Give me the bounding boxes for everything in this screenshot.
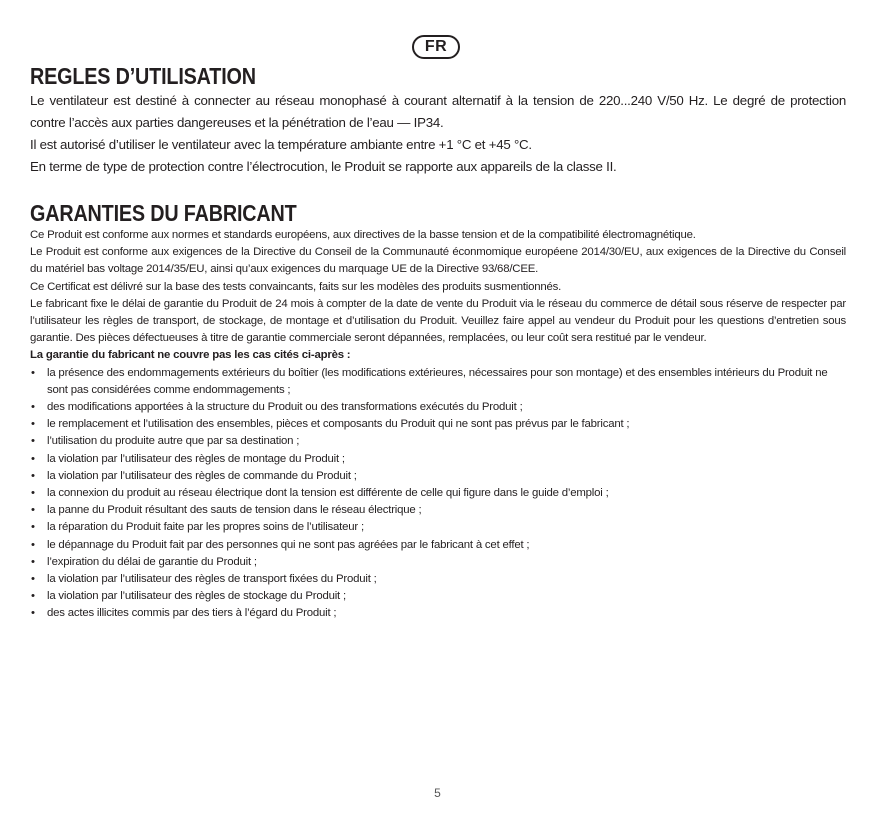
list-item: • l’expiration du délai de garantie du Produit ;: [30, 554, 846, 571]
manufacturer-warranty-body: [30, 227, 846, 623]
usage-rules-section: [30, 62, 846, 178]
list-item: • le remplacement et l’utilisation des ensembles, pièces et composants du Produit qui ne sont pas prévus par le fabricant ;: [30, 416, 846, 433]
list-item: • la connexion du produit au réseau électrique dont la tension est différente de celle qui figure dans le guide d’emploi ;: [30, 485, 846, 502]
list-item: • des modifications apportées à la structure du Produit ou des transformations exécutés du Produit ;: [30, 399, 846, 416]
list-item: • la présence des endommagements extérieurs du boîtier (les modifications extérieures, nécessaires pour son montage) et des ensembles intérieurs du Produit ne sont pas considérées comme endommagements ;: [30, 365, 846, 399]
warranty-paragraph: Ce Produit est conforme aux normes et standards européens, aux directives de la basse tension et de la compatibilité électromagnétique.: [30, 229, 696, 241]
exclusions-heading: La garantie du fabricant ne couvre pas les cas cités ci-après :: [30, 349, 351, 362]
manufacturer-warranty-section: [30, 199, 846, 623]
list-item: • la panne du Produit résultant des sauts de tension dans le réseau électrique ;: [30, 502, 846, 519]
list-item: • le dépannage du Produit fait par des personnes qui ne sont pas agréées par le fabricant à cet effet ;: [30, 537, 846, 554]
manufacturer-warranty-title: GARANTIES DU FABRICANT: [30, 200, 297, 226]
list-item: • la violation par l’utilisateur des règles de commande du Produit ;: [30, 468, 846, 485]
list-item: • la violation par l’utilisateur des règles de transport fixées du Produit ;: [30, 571, 846, 588]
usage-rules-paragraph: En terme de type de protection contre l’électrocution, le Produit se rapporte aux appareils de la classe II.: [30, 159, 617, 174]
list-item: • la violation par l’utilisateur des règles de montage du Produit ;: [30, 451, 846, 468]
warranty-paragraph: Le Produit est conforme aux exigences de la Directive du Conseil de la Communauté éconmomique européene 2014/30/EU, aux exigences de la Directive du Conseil du matériel bas voltage 2014/35/EU, ainsi qu’aux exigences du marquage UE de la Directive 93/68/CEE.: [30, 246, 846, 276]
list-item: • la violation par l’utilisateur des règles de stockage du Produit ;: [30, 588, 846, 605]
warranty-paragraph: Ce Certificat est délivré sur la base des tests convaincants, faits sur les modèles des produits susmentionnés.: [30, 280, 562, 293]
usage-rules-body: [30, 90, 846, 178]
usage-rules-paragraph: Il est autorisé d’utiliser le ventilateur avec la température ambiante entre +1 °C et +45 °C.: [30, 137, 532, 152]
usage-rules-paragraph: Le ventilateur est destiné à connecter au réseau monophasé à courant alternatif à la tension de 220...240 V/50 Hz. Le degré de protection contre l’accès aux parties dangereuses et la pénétration de l’eau — IP34.: [30, 93, 846, 130]
warranty-paragraph: Le fabricant fixe le délai de garantie du Produit de 24 mois à compter de la date de vente du Produit via le réseau du commerce de détail sous réserve de respecter par l’utilisateur les règles de transport, de stockage, de montage et d’utilisation du Produit. Veuillez faire appel au vendeur du Produit pour les questions d’entretien sous garantie. Des pièces défectueuses à titre de garantie commerciale seront dépannées, remplacées, ou leur coût sera restitué par le vendeur.: [30, 297, 846, 345]
exclusions-list: [30, 365, 846, 623]
list-item: • l’utilisation du produite autre que par sa destination ;: [30, 433, 846, 450]
language-badge: FR: [412, 35, 460, 59]
list-item: • des actes illicites commis par des tiers à l’égard du Produit ;: [30, 605, 846, 622]
list-item: • la réparation du Produit faite par les propres soins de l’utilisateur ;: [30, 519, 846, 536]
page-number: 5: [434, 786, 441, 800]
usage-rules-title: REGLES D’UTILISATION: [30, 63, 256, 89]
